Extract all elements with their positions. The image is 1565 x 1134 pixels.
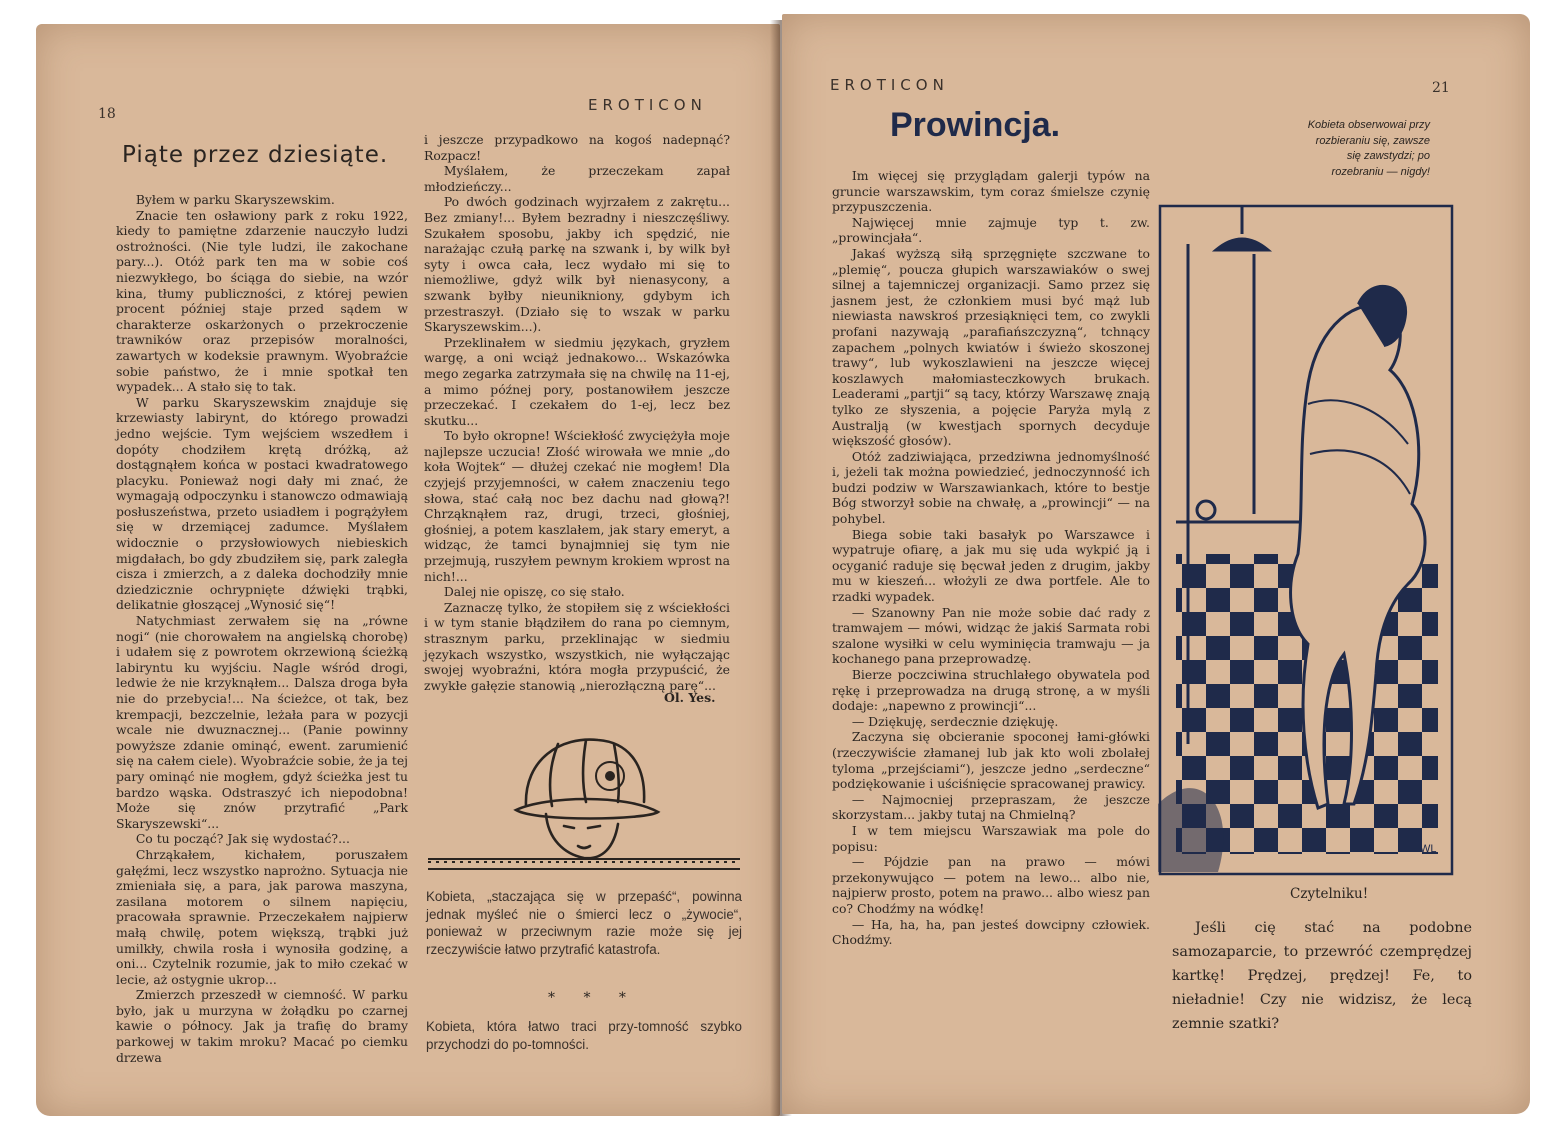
article-title-left: Piąte przez dziesiąte. [122, 142, 389, 168]
paragraph: Byłem w parku Skaryszewskim. [135, 192, 335, 207]
ornamental-divider [428, 858, 740, 870]
running-head-left: EROTICON [588, 96, 707, 114]
paragraph: Zaczyna się obcieranie spoconej łami-główki (rzeczywiście złamanej lub jak kto woli zbolałej tyloma „przejściami“), jeszcze jedno „serdeczne“ podziękowanie i uściśnięcie spracowanej prawicy. [832, 729, 1150, 792]
paragraph: Jakaś wyższą siłą sprzęgnięte szczwane to „plemię“, poucza głupich warszawiaków o swej silnej a tajemniczej organizacji. Samo przez się jasnem jest, że członkiem musi być mąż lub niewiasta nawskroś przesiąknięci tem, co zwykli profani nazywają „parafiańszczyzną“, tchnący zapachem „polnych kwiatów i świeżo skoszonej trawy“, lub wykoszlawieni na jeszcze więcej koszlawych małomiasteczkowych brukach. Leaderami „partji“ są tacy, którzy Warszawę znają tylko ze słyszenia, a pojęcie Paryża mylą z Australją (w kwestjach spornych decyduje większość głosów). [832, 245, 1150, 449]
paragraph: Zaznaczę tylko, że stopiłem się z wściekłości i w tym stanie błądziłem do rana po ciemnym, strasznym parku, przeklinając w siedmiu językach wszystko, wszystkich, nie wyłączając swojej wyobraźni, która mogła przypuścić, że zwykłe gałęzie stanowią „nierozłączną parę“... [424, 599, 730, 693]
woman-in-hat-illustration [506, 714, 676, 864]
paragraph: I w tem miejscu Warszawiak ma pole do popisu: [832, 822, 1150, 854]
paragraph: i jeszcze przypadkowo na kogoś nadepnąć? Rozpacz! [424, 132, 730, 163]
author-signature: Ol. Yes. [664, 690, 716, 705]
paragraph: Im więcej się przyglądam galerji typów na gruncie warszawskim, tym coraz śmielsze czynię przypuszczenia. [832, 168, 1150, 215]
article-title-right: Prowincja. [890, 106, 1061, 144]
left-page [36, 24, 780, 1116]
paragraph: Chrząkałem, kichałem, poruszałem gałęźmi, lecz wszystko naprożno. Sytuacja nie zmieniała się, a para, jak parowa maszyna, zasilana motorem o silnem napięciu, pracowała sprawnie. Przeczekałem najpierw małą chwilę, potem większą, trąbki już umilkły, chwila rosła i wynosiła godzinę, a oni... Czytelnik rozumie, jak to miło czekać w lecie, aż ostygnie ukrop... [116, 846, 408, 987]
paragraph: Zmierzch przeszedł w ciemność. W parku było, jak u murzyna w żołądku po czarnej kawie o północy. Jak ja trafię do bramy parkowej w takim mroku? Macać po ciemku drzewa [116, 987, 408, 1065]
paragraph: W parku Skaryszewskim znajduje się krzewiasty labirynt, do którego prowadzi jedno wejście. Tym wejściem wszedłem i dopóty chodziłem krętą dróżką, aż dostągnąłem końca w postaci kwadratowego placyku. Ponieważ nogi dały mi znać, że wymagają odpoczynku i stanowczo odmawiają posłuszeństwa, przeto usiadłem i pogrążyłem się w drzemiącej zadumce. Myślałem widocznie o przysłowiowych niebieskich migdałach, bo gdy zbudziłem się, park zaległa cisza i zmierzch, a z daleka dochodziły mnie dziedzicznie ochrypnięte dźwięki trąbki, delikatnie głoszącej „Wynosić się“! [116, 394, 408, 613]
closing-text [1172, 916, 1472, 1036]
paragraph: Co tu począć? Jak się wydostać?... [135, 831, 350, 847]
closing-paragraph: Jeśli cię stać na podobne samozaparcie, to przewróć czemprędzej kartkę! Prędzej, prędzej! Fe, to nieładnie! Czy nie widzisz, że lecą zemnie szatki? [1172, 920, 1472, 1032]
paragraph: To było okropne! Wściekłość zwyciężyła moje najlepsze uczucia! Złość wirowała we mnie „do koła Wojtek“ — dłużej czekać nie mogłem! Dla czyjejś przyjemności, w całem znaczeniu tego słowa, stać całą noc bez dachu nad głową?! Chrząknąłem raz, drugi, trzeci, głośniej, głośniej, a potem kaszlałem, jak stary emeryt, a widząc, że tamci bynajmniej się tym nie przejmują, ruszyłem pewnym krokiem wprost na nich!... [424, 428, 730, 584]
paragraph: Dalej nie opiszę, co się stało. [443, 584, 625, 600]
illustration-monogram: WL [1420, 843, 1437, 855]
paragraph: — Pójdzie pan na prawo — mówi przekonywująco — potem na lewo... albo nie, najpierw prosto, potem na prawo... albo wiesz pan co? Chodźmy na wódkę! [832, 854, 1150, 916]
caption-czytelniku: Czytelniku! [1290, 886, 1369, 902]
right-column [832, 168, 1150, 948]
page-number-left: 18 [98, 106, 116, 122]
paragraph: Znacie ten osławiony park z roku 1922, kiedy to pamiętne zdarzenie nauczyło ludzi ostrożności. (Nie tyle ludzi, ile zakochane pary...). Otóż park ten ma w sobie coś niezwykłego, bo ściąga do siebie, na wzór kina, tłumy publiczności, z której pewien procent później staje przed sądem w charakterze oskarżonych o przekroczenie trawników oraz przepisów moralności, zawartych w kodeksie prawnym. Wyobraźcie sobie państwo, że i mnie spotkał ten wypadek... A stało się to tak. [116, 207, 408, 395]
quip-1: Kobieta, „staczająca się w przepaść“, powinna jednak myśleć nie o śmierci lecz o „żywocie“, ponieważ w przeciwnym razie może się jej rzeczywiście łatwo przytrafić katastrofa. [426, 889, 742, 957]
paragraph: Natychmiast zerwałem się na „równe nogi“ (nie chorowałem na angielską chorobę) i udałem się z powrotem okrzewioną ścieżką labiryntu ku wyjściu. Nagle wśród drogi, ledwie że nie krzyknąłem... Dalsza droga była nie do przebycia!... Na ścieżce, ot tak, bez krempacji, bezczelnie, leżała para w pozycji wcale nie dwuznacznej... (Panie powinny powyższe zdanie ominąć, ewent. zarumienić się na całem ciele). Wyobraźcie sobie, że ja tej pary ominąć nie mogłem, gdyż ścieżka jest tu bardzo wąska. Odstraszyć ich niepodobna! Może się znów przytrafić „Park Skaryszewski“... [116, 613, 408, 831]
paragraph: Myślałem, że przeczekam zapał młodzieńczy... [424, 163, 730, 194]
paragraph: Otóż zadziwiająca, przedziwna jednomyślność i, jeżeli tak można powiedzieć, jednoczynność ich budzi podziw w Warszawiankach, które to bestje Bóg stworzył sobie na chwałę, a „prowincji“ — na pohybel. [832, 448, 1150, 527]
right-page [782, 14, 1530, 1114]
paragraph: — Ha, ha, ha, pan jesteś dowcipny człowiek. Chodźmy. [832, 916, 1150, 948]
paragraph: Biega sobie taki basałyk po Warszawce i wypatruje ofiarę, a jak mu się uda wykpić ją i ocyganić raduje się bęcwał jeden z drugim, jakby mu w kieszeń... włożyli ze dwa portfele. Ale to rzadki wypadek. [832, 526, 1150, 605]
paragraph: Najwięcej mnie zajmuje typ t. zw. „prowincjała“. [832, 214, 1150, 246]
paragraph: — Dziękuję, serdecznie dziękuję. [851, 713, 1059, 729]
quip-2: Kobieta, która łatwo traci przy-tomność szybko przychodzi do po-tomności. [426, 1019, 742, 1052]
side-quote: Kobieta obserwowai przy rozbieraniu się, zawsze się zawstydzi; po rozebraniu — nigdy! [1307, 119, 1430, 178]
paragraph: Bierze poczciwina struchlałego obywatela pod rękę i przeprowadza na drugą stronę, a w myśli dodaje: „napewno z prowincji“... [832, 667, 1150, 714]
paragraph: Po dwóch godzinach wyjrzałem z zakrętu... Bez zmiany!... Byłem bezradny i nieszczęśliwy. Szukałem sposobu, jakby ich spędzić, nie narażając czułą parkę na szwank i, by wilk był syty i owca cała, lecz wydało mi się to niemożliwe, gdyż wilk był nienasycony, a szwank byłby nieunikniony, gdybym ich przestraszył. (Działo się to wszak w parku Skaryszewskim...). [424, 194, 730, 335]
separator-dots: * * * [548, 990, 638, 1006]
bathroom-illustration [1158, 204, 1454, 876]
left-column-2 [424, 132, 730, 693]
paragraph: Przeklinałem w siedmiu językach, gryzłem wargę, a oni wciąż jednakowo... Wskazówka mego zegarka zatrzymała się na chwilę na 11-ej, a mimo późnej pory, postanowiłem jeszcze przeczekać. I czekałem do 1-ej, lecz bez skutku... [424, 334, 730, 428]
paragraph: — Szanowny Pan nie może sobie dać rady z tramwajem — mówi, widząc że jakiś Sarmata robi szalone wysiłki w celu wyminięcia tramwaju — ja kochanego pana przeprowadzę. [832, 604, 1150, 667]
page-number-right: 21 [1432, 80, 1450, 96]
running-head-right: EROTICON [830, 76, 949, 94]
left-column-1 [116, 192, 408, 1065]
paragraph: — Najmocniej przepraszam, że jeszcze skorzystam... jakby tutaj na Chmielną? [832, 791, 1150, 823]
